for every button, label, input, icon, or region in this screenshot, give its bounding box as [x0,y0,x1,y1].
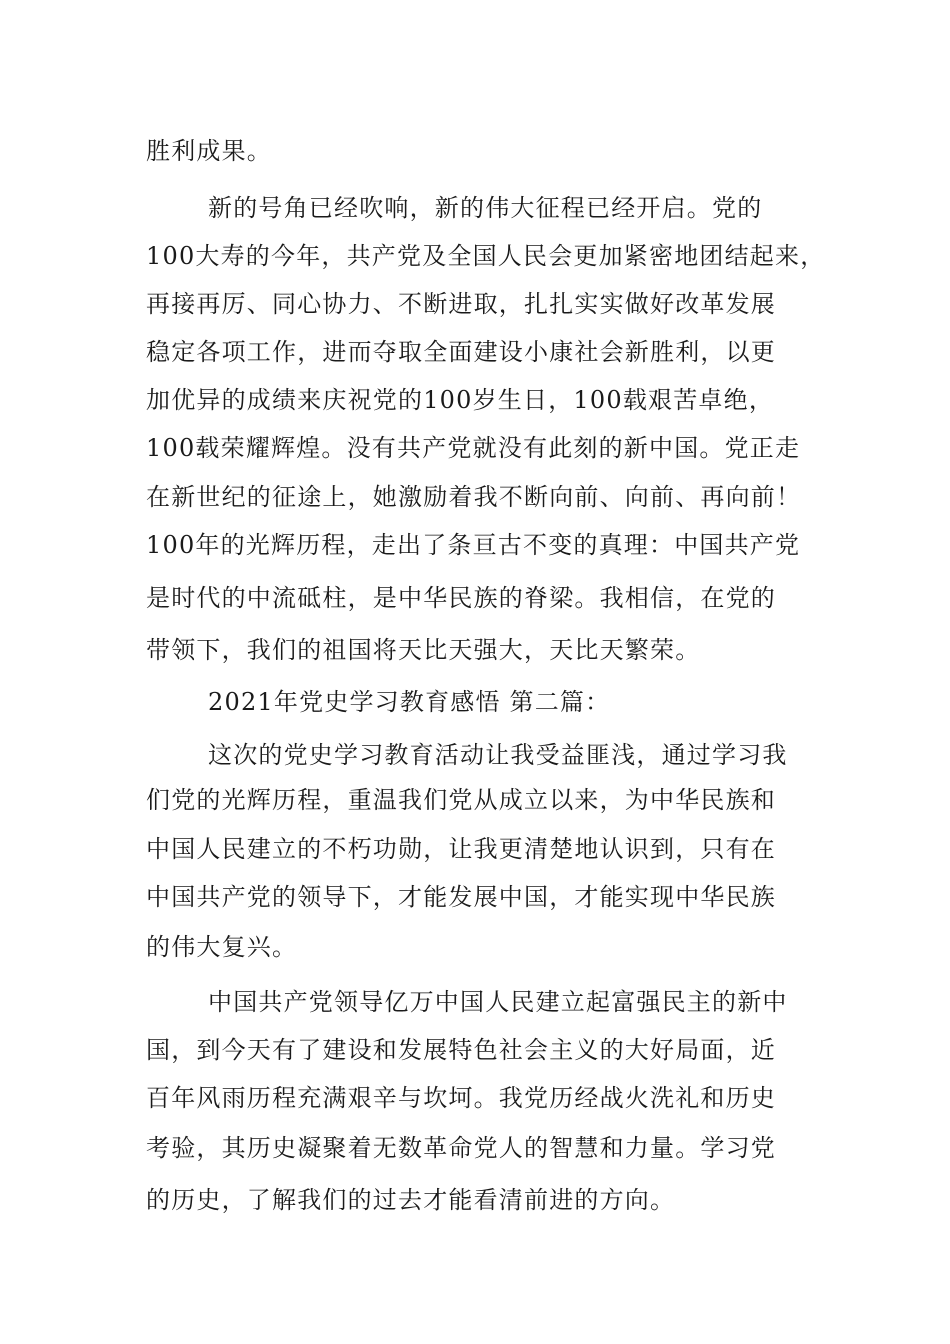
text-line: 100大寿的今年，共产党及全国人民会更加紧密地团结起来， [146,242,826,270]
text-line: 带领下，我们的祖国将天比天强大，天比天繁荣。 [146,636,701,664]
text-line: 们党的光辉历程，重温我们党从成立以来，为中华民族和 [146,786,776,814]
text-line: 加优异的成绩来庆祝党的100岁生日，100载艰苦卓绝， [146,386,775,414]
text-line: 稳定各项工作，进而夺取全面建设小康社会新胜利，以更 [146,338,776,366]
text-line: 中国共产党领导亿万中国人民建立起富强民主的新中 [208,988,788,1016]
text-line: 100年的光辉历程，走出了条亘古不变的真理：中国共产党 [146,531,801,559]
section-heading: 2021年党史学习教育感悟 第二篇： [208,688,611,716]
text-line: 考验，其历史凝聚着无数革命党人的智慧和力量。学习党 [146,1134,776,1162]
text-line: 在新世纪的征途上，她激励着我不断向前、向前、再向前！ [146,483,802,511]
text-line: 新的号角已经吹响，新的伟大征程已经开启。党的 [208,194,763,222]
text-line: 中国共产党的领导下，才能发展中国，才能实现中华民族 [146,883,776,911]
text-line: 中国人民建立的不朽功勋，让我更清楚地认识到，只有在 [146,835,776,863]
text-line: 是时代的中流砥柱，是中华民族的脊梁。我相信，在党的 [146,584,776,612]
text-line: 100载荣耀辉煌。没有共产党就没有此刻的新中国。党正走 [146,434,801,462]
text-line: 胜利成果。 [146,137,272,165]
text-line: 这次的党史学习教育活动让我受益匪浅，通过学习我 [208,741,788,769]
text-line: 的伟大复兴。 [146,933,298,961]
text-line: 再接再厉、同心协力、不断进取，扎扎实实做好改革发展 [146,290,776,318]
text-line: 国，到今天有了建设和发展特色社会主义的大好局面，近 [146,1036,776,1064]
text-line: 的历史，了解我们的过去才能看清前进的方向。 [146,1186,676,1214]
text-line: 百年风雨历程充满艰辛与坎坷。我党历经战火洗礼和历史 [146,1084,776,1112]
